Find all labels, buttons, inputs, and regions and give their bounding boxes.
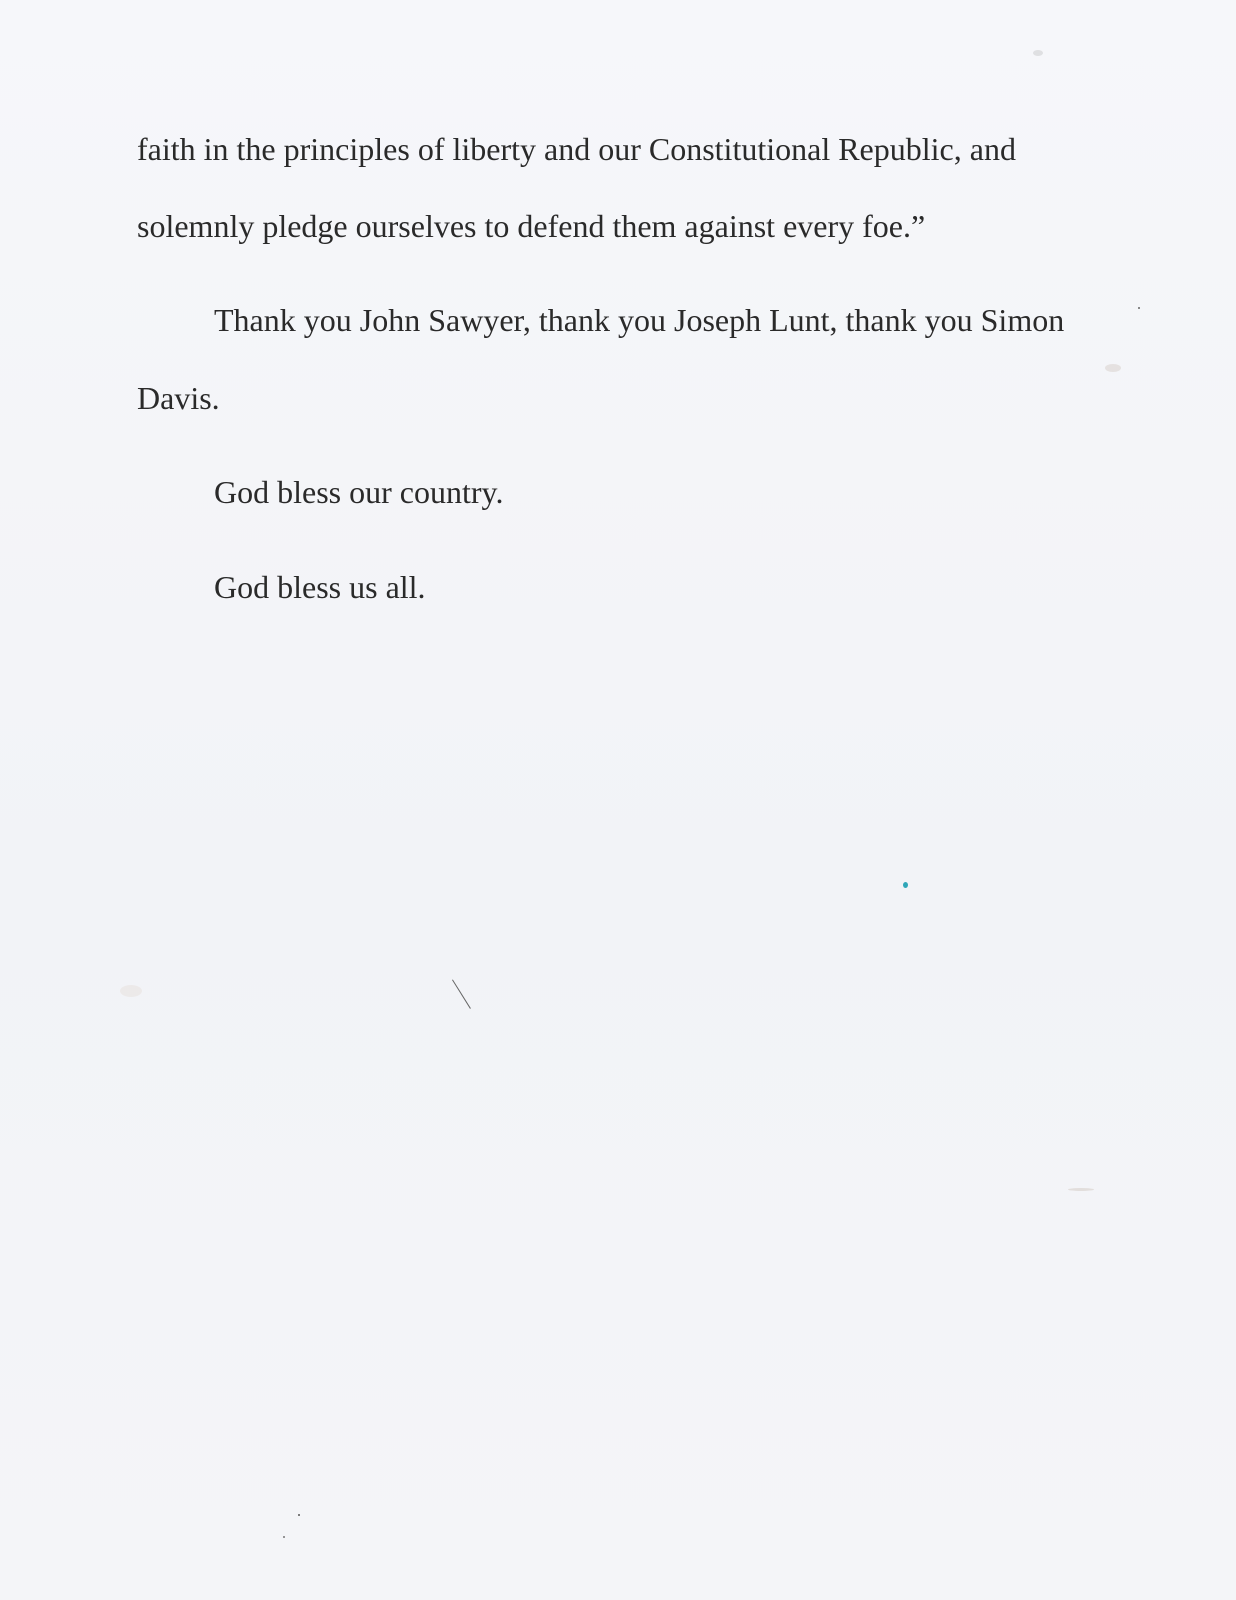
scan-smudge (1105, 364, 1121, 372)
paragraph-line-1: faith in the principles of liberty and our Constitutional Republic, and (137, 131, 1016, 167)
scan-smudge (1068, 1188, 1094, 1191)
blessing-all: God bless us all. (214, 569, 426, 605)
scan-smudge (120, 985, 142, 997)
scan-speck (298, 1514, 300, 1516)
blessing-country: God bless our country. (214, 474, 504, 510)
scan-speck (903, 882, 908, 888)
scan-speck (1138, 307, 1140, 309)
paragraph-line-2: solemnly pledge ourselves to defend them against every foe.” (137, 208, 926, 244)
scan-smudge (1033, 50, 1043, 56)
thanks-line-1: Thank you John Sawyer, thank you Joseph Lunt, thank you Simon (214, 302, 1065, 338)
scan-speck (283, 1536, 285, 1538)
thanks-line-2: Davis. (137, 380, 220, 416)
